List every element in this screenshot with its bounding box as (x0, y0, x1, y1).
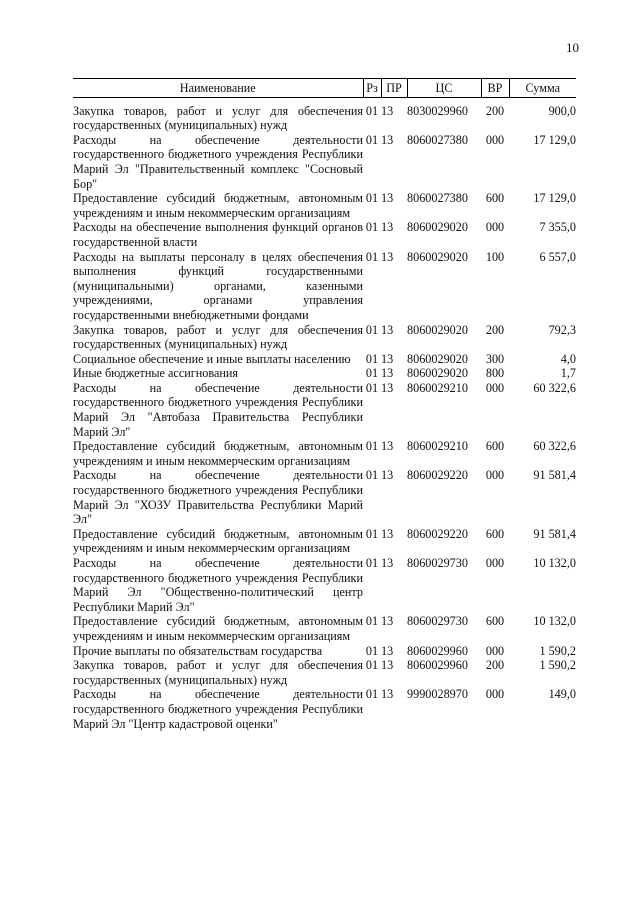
cell-cs: 8060029960 (407, 643, 468, 658)
cell-vr: 800 (485, 366, 505, 381)
cell-sum: 10 132,0 (533, 556, 576, 570)
cell-rz: 01 (365, 220, 379, 235)
table-row (73, 614, 576, 643)
header-pr: ПР (381, 79, 407, 98)
cell-name: Расходы на обеспечение деятельности государственного бюджетного учреждения Республики Марий Эл "ХОЗУ Правительства Республики Марий Эл" (73, 468, 363, 527)
cell-sum: 10 132,0 (533, 614, 576, 629)
cell-vr: 000 (485, 220, 505, 235)
cell-sum: 60 322,6 (533, 380, 576, 395)
cell-vr: 200 (485, 103, 505, 118)
cell-cs: 9990028970 (407, 687, 468, 702)
cell-rz: 01 (365, 191, 379, 206)
cell-cs: 8060029020 (407, 220, 468, 235)
table-row (73, 323, 576, 352)
cell-vr: 600 (485, 614, 505, 629)
cell-pr: 13 (381, 643, 394, 658)
header-rz: Рз (363, 79, 381, 98)
cell-cs: 8060029730 (407, 614, 468, 629)
cell-sum: 1,7 (560, 366, 576, 381)
cell-pr: 13 (381, 687, 394, 702)
cell-pr: 13 (381, 614, 394, 629)
table-row (73, 658, 576, 687)
cell-cs: 8060029020 (407, 249, 468, 264)
cell-name: Закупка товаров, работ и услуг для обеспечения государственных (муниципальных) нужд (73, 658, 363, 687)
cell-rz: 01 (365, 658, 379, 673)
cell-pr: 13 (381, 380, 394, 395)
cell-cs: 8060029020 (407, 351, 468, 366)
cell-name: Социальное обеспечение и иные выплаты населению (73, 351, 351, 366)
table-row (73, 687, 576, 731)
table-row (73, 97, 576, 133)
cell-cs: 8060029210 (407, 439, 468, 454)
cell-rz: 01 (365, 687, 379, 702)
cell-cs: 8060029210 (407, 380, 468, 395)
cell-cs: 8060029730 (407, 556, 468, 570)
table-row (73, 366, 576, 381)
cell-rz: 01 (365, 351, 379, 366)
cell-rz: 01 (365, 526, 379, 541)
cell-name: Расходы на обеспечение деятельности государственного бюджетного учреждения Республики Марий Эл "Общественно-политический центр Республики Марий Эл" (73, 556, 363, 614)
cell-name: Предоставление субсидий бюджетным, автономным учреждениям и иным некоммерческим организациям (73, 191, 363, 220)
cell-vr: 100 (485, 249, 505, 264)
header-vr: ВР (481, 79, 509, 98)
cell-vr: 300 (485, 351, 505, 366)
cell-name: Предоставление субсидий бюджетным, автономным учреждениям и иным некоммерческим организациям (73, 439, 363, 468)
cell-vr: 000 (485, 556, 505, 570)
cell-sum: 900,0 (548, 103, 576, 118)
cell-rz: 01 (365, 380, 379, 395)
cell-name: Расходы на обеспечение деятельности государственного бюджетного учреждения Республики Марий Эл "Центр кадастровой оценки" (73, 687, 363, 731)
cell-pr: 13 (381, 249, 394, 264)
cell-rz: 01 (365, 556, 379, 570)
cell-sum: 6 557,0 (539, 249, 576, 264)
cell-rz: 01 (365, 468, 379, 483)
table-row (73, 220, 576, 249)
cell-name: Закупка товаров, работ и услуг для обеспечения государственных (муниципальных) нужд (73, 103, 363, 133)
cell-vr: 000 (485, 380, 505, 395)
cell-name: Предоставление субсидий бюджетным, автономным учреждениям и иным некоммерческим организациям (73, 614, 363, 643)
cell-sum: 91 581,4 (533, 468, 576, 483)
cell-pr: 13 (381, 439, 394, 454)
cell-cs: 8060029020 (407, 322, 468, 337)
cell-pr: 13 (381, 103, 394, 118)
cell-vr: 000 (485, 132, 505, 147)
cell-name: Расходы на обеспечение деятельности государственного бюджетного учреждения Республики Марий Эл "Правительственный комплекс "Сосновый Бор" (73, 132, 363, 191)
header-sum: Сумма (509, 79, 576, 98)
header-name: Наименование (73, 79, 363, 98)
cell-pr: 13 (381, 132, 394, 147)
table-row (73, 556, 576, 614)
cell-name: Расходы на обеспечение деятельности государственного бюджетного учреждения Республики Марий Эл "Автобаза Правительства Республики Марий Эл" (73, 380, 363, 439)
cell-rz: 01 (365, 249, 379, 264)
cell-pr: 13 (381, 526, 394, 541)
table-row (73, 527, 576, 556)
cell-pr: 13 (381, 220, 394, 235)
cell-rz: 01 (365, 439, 379, 454)
cell-cs: 8060027380 (407, 191, 468, 206)
cell-sum: 17 129,0 (533, 191, 576, 206)
cell-sum: 792,3 (548, 322, 576, 337)
cell-pr: 13 (381, 191, 394, 206)
cell-vr: 000 (485, 687, 505, 702)
cell-cs: 8030029960 (407, 103, 468, 118)
cell-rz: 01 (365, 643, 379, 658)
budget-table (73, 78, 576, 731)
table-header-row (73, 79, 576, 98)
cell-vr: 000 (485, 468, 505, 483)
table-row (73, 191, 576, 220)
cell-rz: 01 (365, 132, 379, 147)
page-number: 10 (566, 40, 579, 55)
cell-vr: 600 (485, 439, 505, 454)
cell-rz: 01 (365, 366, 379, 381)
cell-rz: 01 (365, 322, 379, 337)
cell-vr: 200 (485, 322, 505, 337)
cell-cs: 8060029220 (407, 526, 468, 541)
cell-rz: 01 (365, 103, 379, 118)
header-cs: ЦС (407, 79, 481, 98)
cell-pr: 13 (381, 322, 394, 337)
cell-name: Расходы на выплаты персоналу в целях обеспечения выполнения функций государственными (муниципальными) органами, казенными учреждениями, органами управления государственными внебюджетными фондами (73, 249, 363, 322)
cell-pr: 13 (381, 556, 394, 570)
cell-cs: 8060029220 (407, 468, 468, 483)
cell-vr: 200 (485, 658, 505, 673)
table-row (73, 250, 576, 323)
cell-name: Расходы на обеспечение выполнения функций органов государственной власти (73, 220, 363, 249)
cell-rz: 01 (365, 614, 379, 629)
cell-cs: 8060029020 (407, 366, 468, 381)
cell-name: Закупка товаров, работ и услуг для обеспечения государственных (муниципальных) нужд (73, 322, 363, 352)
table-row (73, 352, 576, 367)
table-row (73, 381, 576, 439)
cell-pr: 13 (381, 366, 394, 381)
cell-sum: 7 355,0 (539, 220, 576, 235)
table-row (73, 644, 576, 659)
cell-pr: 13 (381, 468, 394, 483)
table-row (73, 133, 576, 191)
table-row (73, 439, 576, 468)
cell-pr: 13 (381, 351, 394, 366)
cell-sum: 1 590,2 (539, 643, 576, 658)
cell-sum: 4,0 (560, 351, 576, 366)
cell-name: Иные бюджетные ассигнования (73, 366, 239, 381)
cell-cs: 8060027380 (407, 132, 468, 147)
cell-name: Предоставление субсидий бюджетным, автономным учреждениям и иным некоммерческим организациям (73, 526, 363, 556)
cell-sum: 91 581,4 (533, 526, 576, 541)
cell-sum: 17 129,0 (533, 132, 576, 147)
cell-sum: 149,0 (548, 687, 576, 702)
cell-pr: 13 (381, 658, 394, 673)
cell-cs: 8060029960 (407, 658, 468, 673)
cell-vr: 600 (485, 526, 505, 541)
cell-vr: 600 (485, 191, 505, 206)
cell-vr: 000 (485, 643, 505, 658)
cell-name: Прочие выплаты по обязательствам государства (73, 643, 323, 658)
cell-sum: 1 590,2 (539, 658, 576, 673)
cell-sum: 60 322,6 (533, 439, 576, 454)
table-row (73, 468, 576, 526)
